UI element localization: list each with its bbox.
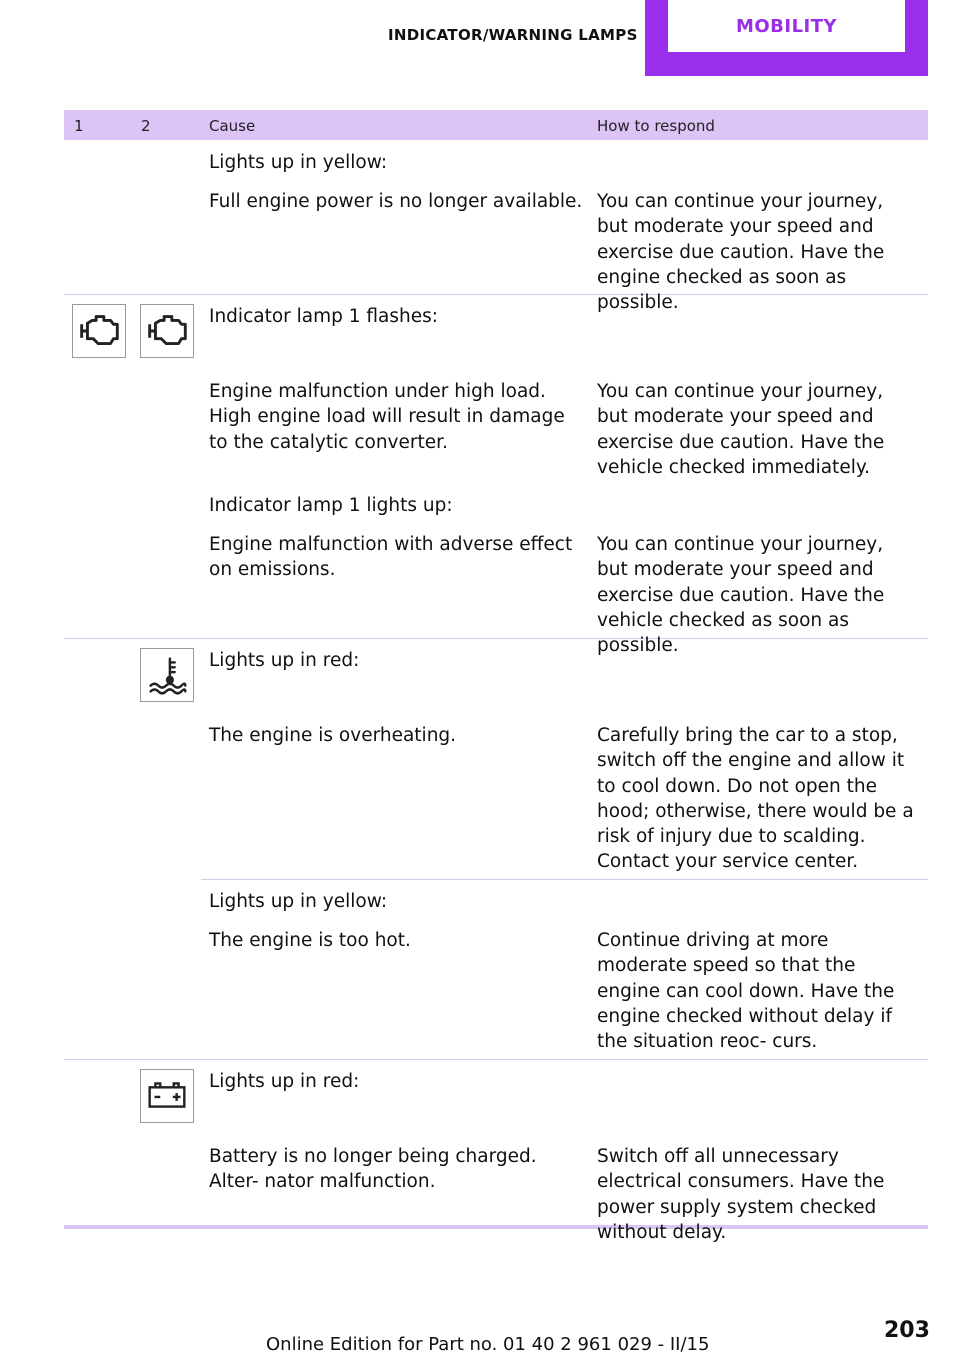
cause-condition: Lights up in yellow:: [209, 891, 388, 912]
cause-condition: Indicator lamp 1 lights up:: [209, 495, 453, 516]
cause-text: Full engine power is no longer available.: [209, 191, 583, 212]
cause-condition: Indicator lamp 1 flashes:: [209, 306, 439, 327]
table-row: [64, 295, 928, 657]
chapter-tab[interactable]: [645, 0, 928, 76]
table-row: [64, 639, 928, 1060]
cause-text: The engine is too hot.: [209, 930, 411, 951]
row-divider: [201, 879, 928, 880]
cause-condition: Lights up in red:: [209, 1071, 360, 1092]
engine-icon: [140, 304, 194, 358]
response-text: You can continue your journey, but moderate your speed and exercise due caution. Have the vehicle checked immediately.: [597, 381, 885, 478]
section-title: INDICATOR/WARNING LAMPS: [388, 26, 638, 44]
table-header: [64, 110, 928, 140]
cause-text: Battery is no longer being charged. Alter- nator malfunction.: [209, 1146, 537, 1193]
response-text: Continue driving at more moderate speed so that the engine can cool down. Have the engine checked without delay if the situation reoc- curs.: [597, 930, 895, 1053]
engine-icon: [72, 304, 126, 358]
page-number: 203: [884, 1318, 930, 1343]
chapter-tab-label: MOBILITY: [668, 0, 905, 52]
col-header-response: How to respond: [597, 117, 715, 135]
cause-text: Engine malfunction with adverse effect on emissions.: [209, 534, 573, 581]
battery-icon: [140, 1069, 194, 1123]
cause-text: Engine malfunction under high load. High engine load will result in damage to the catalytic converter.: [209, 381, 565, 453]
col-header-2: 2: [141, 117, 151, 135]
coolant-temperature-icon: [140, 648, 194, 702]
response-text: Carefully bring the car to a stop, switch off the engine and allow it to cool down. Do not open the hood; otherwise, there would be a risk of injury due to scalding. Contact your service center.: [597, 725, 914, 873]
response-text: Switch off all unnecessary electrical consumers. Have the power supply system checked without delay.: [597, 1146, 885, 1243]
response-text: You can continue your journey, but moderate your speed and exercise due caution. Have the vehicle checked as soon as possible.: [597, 534, 885, 657]
response-text: You can continue your journey, but moderate your speed and exercise due caution. Have the engine checked as soon as possible.: [597, 191, 885, 314]
table-row: [64, 1060, 928, 1243]
edition-note: Online Edition for Part no. 01 40 2 961 029 - II/15: [266, 1334, 710, 1355]
indicator-table: [64, 110, 928, 1243]
cause-text: The engine is overheating.: [209, 725, 457, 746]
col-header-cause: Cause: [209, 117, 256, 135]
table-row: [64, 140, 928, 314]
cause-condition: Lights up in yellow:: [209, 152, 388, 173]
col-header-1: 1: [74, 117, 84, 135]
cause-condition: Lights up in red:: [209, 650, 360, 671]
